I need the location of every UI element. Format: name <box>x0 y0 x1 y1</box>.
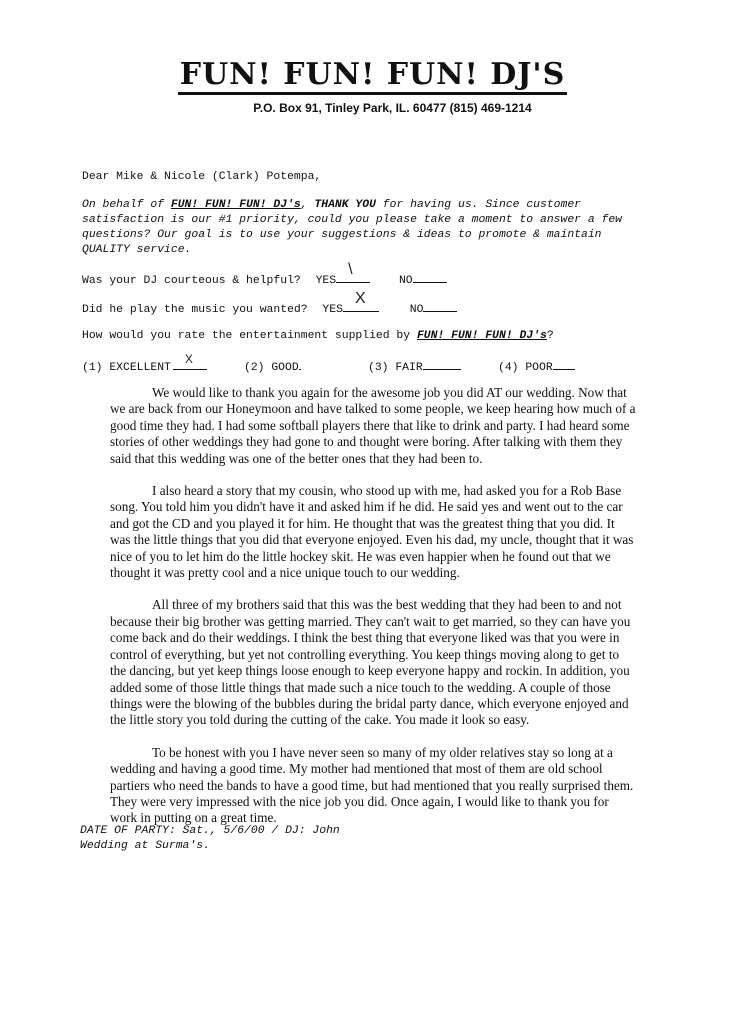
rating-excellent-label: (1) EXCELLENT <box>82 362 171 374</box>
rating-poor[interactable] <box>498 358 575 376</box>
letter-paragraph: I also heard a story that my cousin, who stood up with me, had asked you for a Rob Base song. You told him you didn't have it and asked him if he did. He said yes and went out to the car and got the CD and you played it for him. He thought that was the greatest thing that you did. It was the little things that you did that everyone enjoyed. Even his dad, my uncle, thought that it was nice of you to let him do the little hockey skit. He was even happier when he found out that we thought it was pretty cool and a nice unique touch to our wedding. <box>110 483 634 581</box>
yes-label: YES <box>322 304 343 316</box>
no-answer-blank[interactable] <box>413 271 447 283</box>
letterhead <box>0 58 745 115</box>
intro-thank-you: THANK YOU <box>314 199 376 211</box>
question-courteous <box>82 261 447 289</box>
checkmark-icon: \ <box>348 261 353 278</box>
question-text: How would you rate the entertainment supplied by <box>82 330 417 342</box>
rating-fair-blank[interactable] <box>423 358 461 370</box>
rating-fair[interactable] <box>368 358 461 376</box>
question-music <box>82 290 457 318</box>
party-date-dj: DATE OF PARTY: Sat., 5/6/00 / DJ: John <box>80 825 340 837</box>
rating-fair-label: (3) FAIR <box>368 362 423 374</box>
rating-poor-label: (4) POOR <box>498 362 553 374</box>
yes-answer-blank[interactable] <box>343 290 379 312</box>
customer-letter <box>110 385 638 843</box>
yes-answer-blank[interactable] <box>336 261 370 283</box>
letter-paragraph: To be honest with you I have never seen so many of my older relatives stay so long at a wedding and having a good time. My mother had mentioned that most of them are old school partiers who need the bands to have a good time, but had mentioned that you really surprised them. They were very impressed with the nice job you did. Once again, I would like to thank you for work in putting on a great time. <box>110 744 634 826</box>
intro-company-name: FUN! FUN! FUN! DJ's <box>170 199 301 211</box>
rating-excellent-blank[interactable] <box>173 352 207 370</box>
intro-paragraph <box>82 198 642 258</box>
letter-paragraph: We would like to thank you again for the awesome job you did AT our wedding. Now that we are back from our Honeymoon and have talked to some people, we keep hearing how much of a good time they had. I had some softball players there that like to drink and party. I had heard some stories of other weddings they had gone to and thought were boring. After talking with them they said that this wedding was one of the better ones that they had been to. <box>110 385 636 466</box>
no-label: NO <box>398 275 413 287</box>
question-rating <box>82 329 554 344</box>
rating-good-blank[interactable] <box>299 358 301 370</box>
question-end: ? <box>546 330 554 342</box>
x-mark-icon: X <box>184 352 193 366</box>
company-address: P.O. Box 91, Tinley Park, IL. 60477 (815) 469-1214 <box>253 101 532 115</box>
rating-good[interactable] <box>244 358 301 376</box>
intro-comma: , <box>300 199 315 211</box>
question-text: Was your DJ courteous & helpful? <box>82 275 301 287</box>
x-mark-icon: X <box>354 290 366 307</box>
no-answer-blank[interactable] <box>423 300 457 312</box>
party-details <box>80 824 340 854</box>
intro-pre: On behalf of <box>82 199 171 211</box>
rating-excellent[interactable] <box>82 352 207 376</box>
party-venue: Wedding at Surma's. <box>80 840 210 852</box>
rating-company-name: FUN! FUN! FUN! DJ's <box>416 330 547 342</box>
salutation: Dear Mike & Nicole (Clark) Potempa, <box>82 171 322 183</box>
rating-poor-blank[interactable] <box>553 358 575 370</box>
intro-rest: for having us. Since customer satisfaction is our #1 priority, could you please take a moment to answer a few questions? Our goal is to use your suggestions & ideas to promote & maintain QUALITY service. <box>82 199 623 256</box>
company-logo: FUN! FUN! FUN! DJ'S <box>178 58 568 95</box>
letter-paragraph: All three of my brothers said that this was the best wedding that they had been to and not because their big brother was getting married. They can't wait to get married, so they can have you come back and do their weddings. I think the best thing that everyone liked was that you were in control of everything, but yet not controlling everything. You keep things moving along to get to the dancing, but yet keep things loose enough to keep everyone happy and rockin. In addition, you added some of those little things that made such a nice touch to the wedding. A couple of those things were the blowing of the bubbles during the bridal party dance, which everyone enjoyed and the little story you told during the cutting of the cake. You made it look so easy. <box>110 597 631 728</box>
question-text: Did he play the music you wanted? <box>82 304 308 316</box>
rating-good-label: (2) GOOD <box>244 362 299 374</box>
yes-label: YES <box>315 275 337 287</box>
no-label: NO <box>409 304 424 316</box>
